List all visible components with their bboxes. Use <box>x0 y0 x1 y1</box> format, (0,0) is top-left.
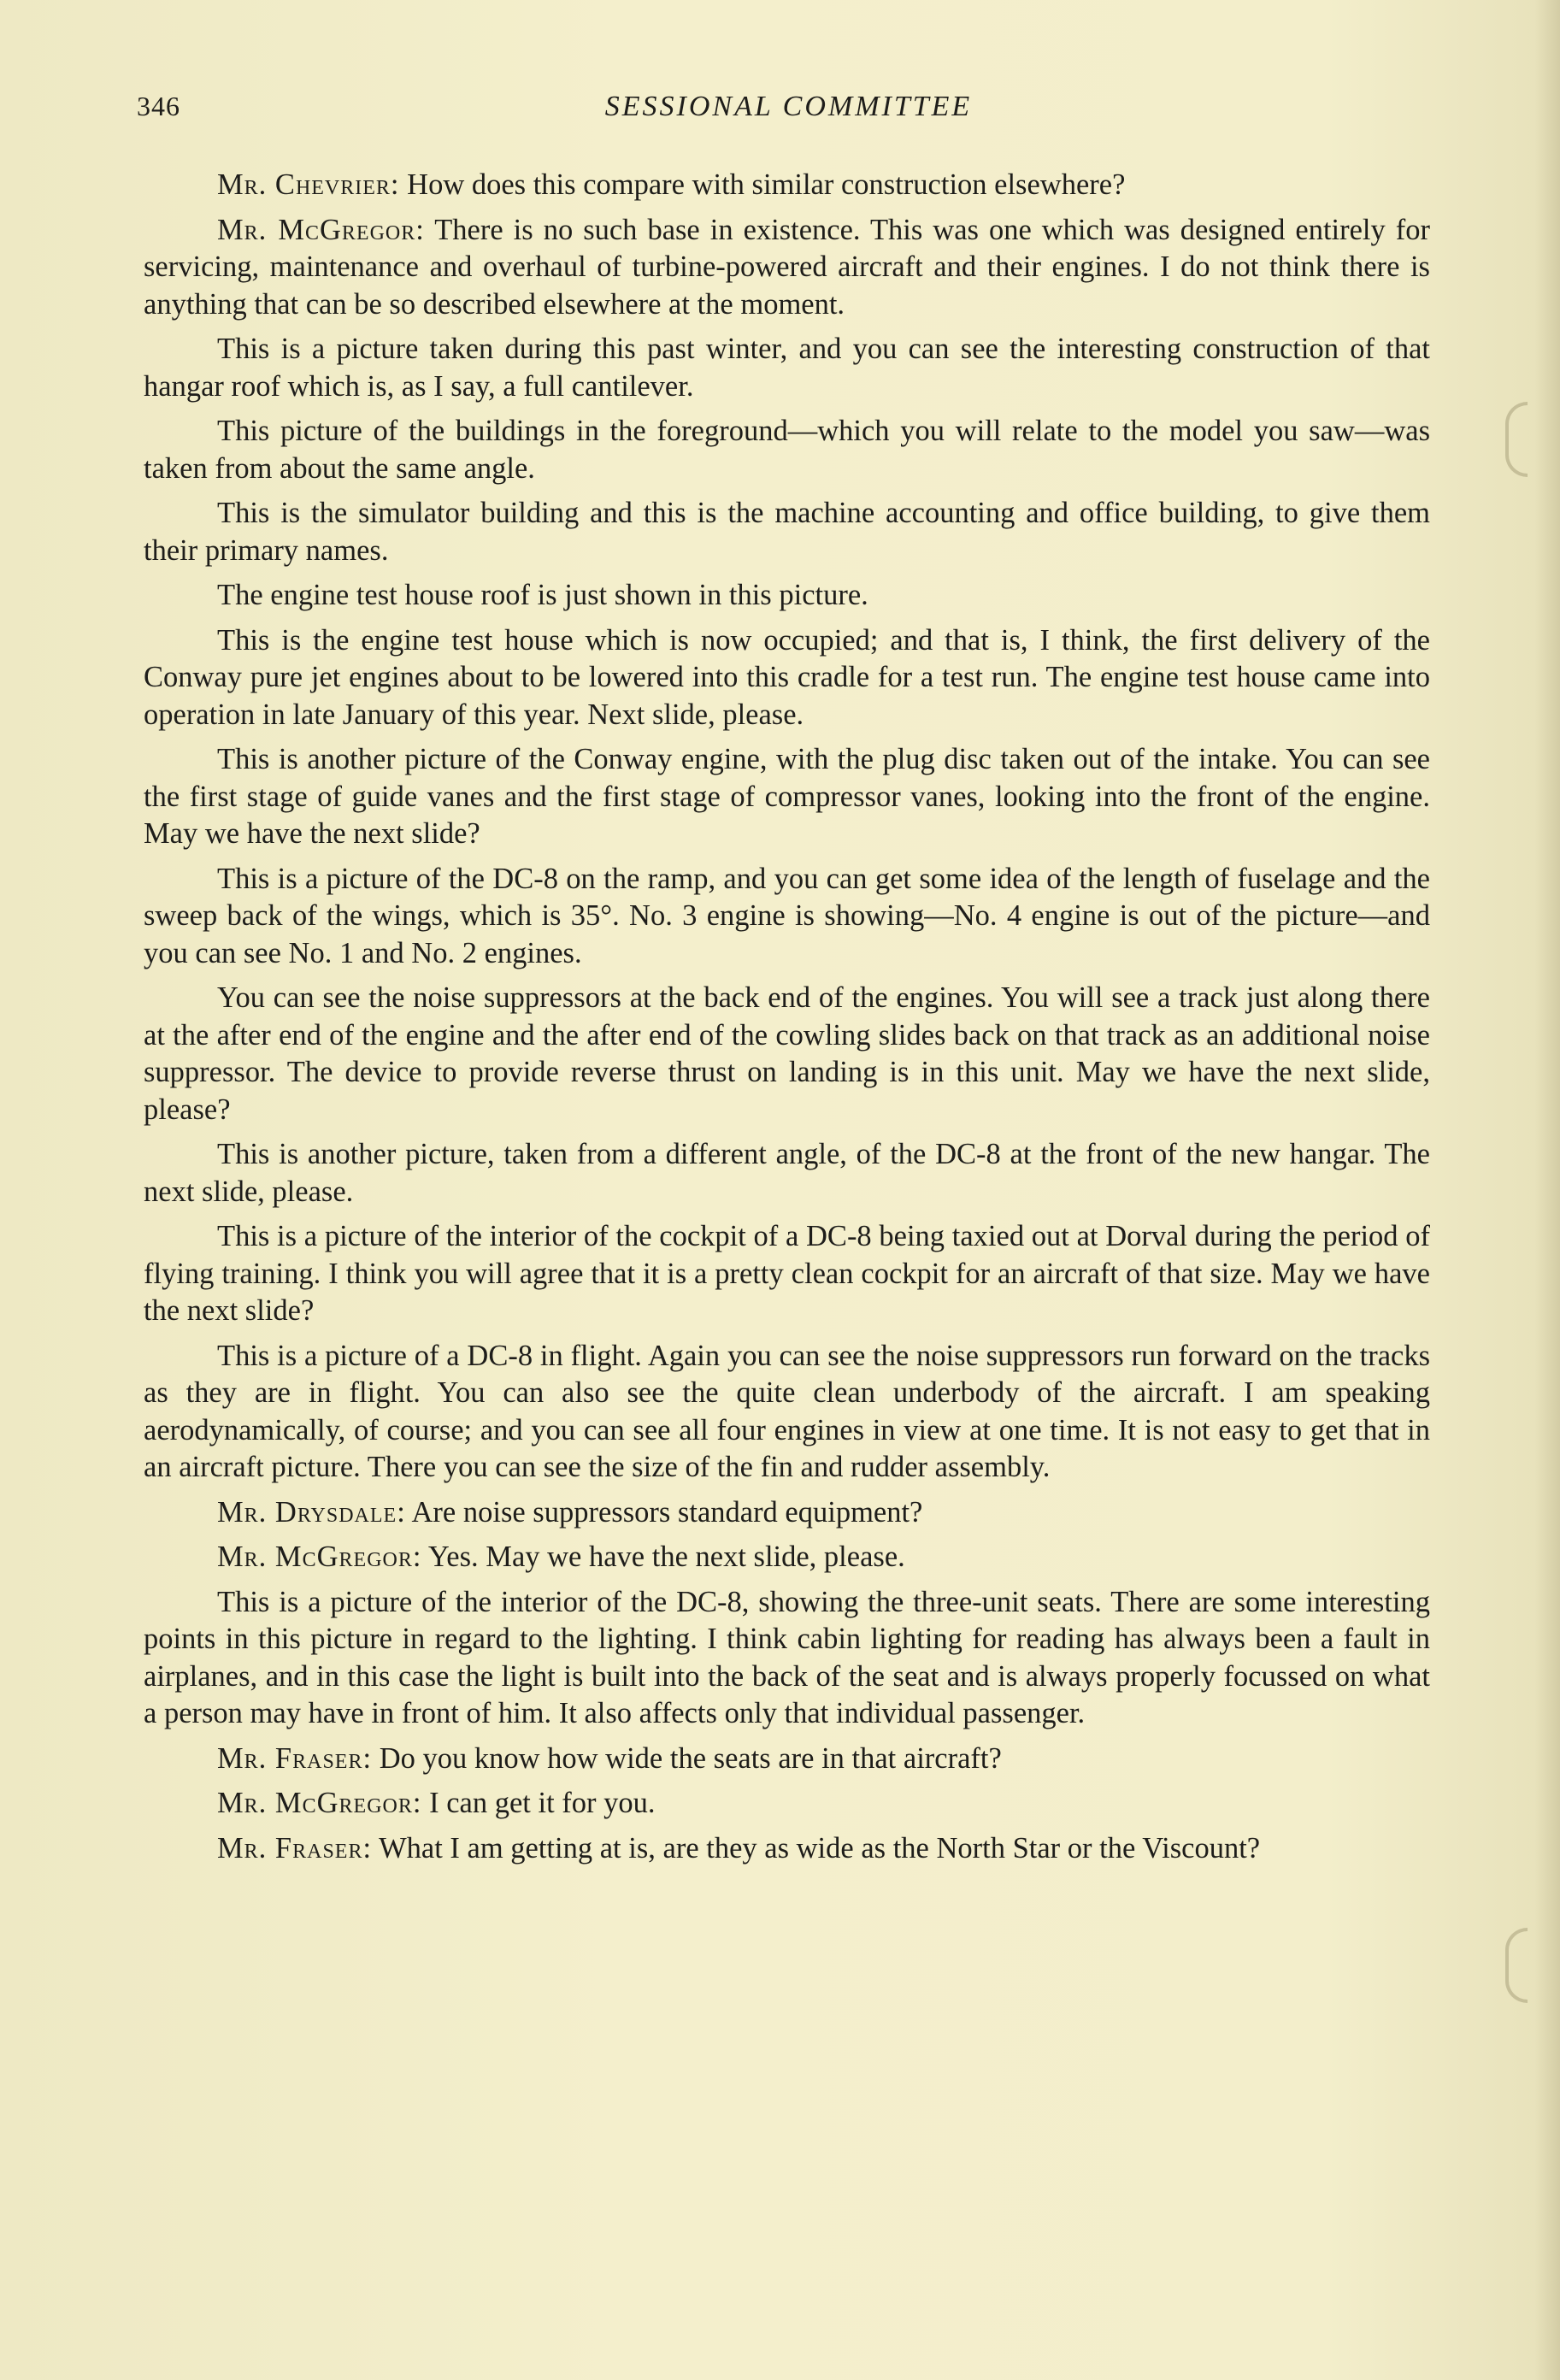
paragraph <box>144 1539 1430 1576</box>
binding-mark-top <box>1505 402 1528 477</box>
paragraph-text: This picture of the buildings in the foreground—which you will relate to the model you saw—was taken from about the same angle. <box>144 415 1430 485</box>
paragraph-text: Do you know how wide the seats are in that aircraft? <box>372 1741 1002 1775</box>
speaker-name: Mr. Drysdale: <box>217 1495 406 1529</box>
paragraph <box>144 1338 1430 1487</box>
paragraph-text: Are noise suppressors standard equipment? <box>405 1495 923 1529</box>
paragraph <box>144 1741 1430 1778</box>
paragraph <box>144 167 1430 204</box>
paragraph <box>144 331 1430 405</box>
binding-mark-bottom <box>1505 1928 1528 2003</box>
paragraph <box>144 495 1430 569</box>
paragraph <box>144 577 1430 615</box>
paragraph <box>144 1785 1430 1823</box>
running-title: SESSIONAL COMMITTEE <box>604 91 973 122</box>
paragraph-text: How does this compare with similar construction elsewhere? <box>399 168 1126 201</box>
paragraph-text: This is another picture, taken from a different angle, of the DC-8 at the front of the new hangar. The next slide, please. <box>144 1138 1430 1208</box>
paragraph-text: What I am getting at is, are they as wide as the North Star or the Viscount? <box>372 1831 1261 1865</box>
paragraph-text: You can see the noise suppressors at the back end of the engines. You will see a track just along there at the after end of the engine and the after end of the cowling slides back on that track as an additional noise suppressor. The device to provide reverse thrust on landing is in this unit. May we have the next slide, please? <box>144 981 1430 1126</box>
paragraph-text: Yes. May we have the next slide, please. <box>421 1541 905 1573</box>
paragraph-text: This is a picture of the DC-8 on the ramp, and you can get some idea of the length of fuselage and the sweep back of the wings, which is 35°. No. 3 engine is showing—No. 4 engine is out of the picture—and you can see No. 1 and No. 2 engines. <box>144 862 1430 969</box>
paragraph <box>144 1136 1430 1211</box>
page-edge-shadow <box>1534 0 1560 2380</box>
paragraph-text: There is no such base in existence. This was one which was designed entirely for servicing, maintenance and overhaul of turbine-powered aircraft and their engines. I do not think there is anything that can be so described elsewhere at the moment. <box>144 213 1430 321</box>
transcript-body <box>144 167 1430 1875</box>
paragraph <box>144 212 1430 324</box>
paragraph-text: This is the simulator building and this is the machine accounting and office building, to give them their primary names. <box>144 497 1430 567</box>
paragraph <box>144 980 1430 1128</box>
speaker-name: Mr. McGregor: <box>217 213 425 246</box>
paragraph-text: The engine test house roof is just shown in this picture. <box>217 579 868 611</box>
paragraph-text: This is a picture taken during this past winter, and you can see the interesting construction of that hangar roof which is, as I say, a full cantilever. <box>144 333 1430 403</box>
paragraph <box>144 1218 1430 1330</box>
paragraph <box>144 1494 1430 1532</box>
paragraph-text: This is a picture of the interior of the DC-8, showing the three-unit seats. There are some interesting points in this picture in regard to the lighting. I think cabin lighting for reading has always been a fault in airplanes, and in this case the light is built into the back of the seat and is always properly focussed on what a person may have in front of him. It also affects only that individual passenger. <box>144 1585 1430 1729</box>
paragraph <box>144 1830 1430 1868</box>
page-number: 346 <box>137 91 180 121</box>
paragraph-text: This is a picture of a DC-8 in flight. Again you can see the noise suppressors run forward on the tracks as they are in flight. You can also see the quite clean underbody of the aircraft. I am speaking aerodynamically, of course; and you can see all four engines in view at one time. It is not easy to get that in an aircraft picture. There you can see the size of the fin and rudder assembly. <box>144 1339 1430 1483</box>
paragraph <box>144 413 1430 487</box>
page-header <box>137 82 1440 133</box>
paragraph-text: This is another picture of the Conway engine, with the plug disc taken out of the intake. You can see the first stage of guide vanes and the first stage of compressor vanes, looking into the front of the engine. May we have the next slide? <box>144 743 1430 850</box>
paragraph <box>144 622 1430 734</box>
paragraph-text: I can get it for you. <box>421 1787 656 1819</box>
paragraph <box>144 1584 1430 1733</box>
paragraph <box>144 741 1430 853</box>
speaker-name: Mr. McGregor: <box>217 1541 422 1573</box>
paragraph-text: This is the engine test house which is now occupied; and that is, I think, the first delivery of the Conway pure jet engines about to be lowered into this cradle for a test run. The engine test house came into operation in late January of this year. Next slide, please. <box>144 623 1430 731</box>
paragraph <box>144 861 1430 973</box>
paragraph-text: This is a picture of the interior of the cockpit of a DC-8 being taxied out at Dorval during the period of flying training. I think you will agree that it is a pretty clean cockpit for an aircraft of that size. May we have the next slide? <box>144 1220 1430 1327</box>
speaker-name: Mr. McGregor: <box>217 1787 422 1819</box>
speaker-name: Mr. Fraser: <box>217 1741 373 1775</box>
speaker-name: Mr. Fraser: <box>217 1831 373 1865</box>
speaker-name: Mr. Chevrier: <box>217 168 400 201</box>
